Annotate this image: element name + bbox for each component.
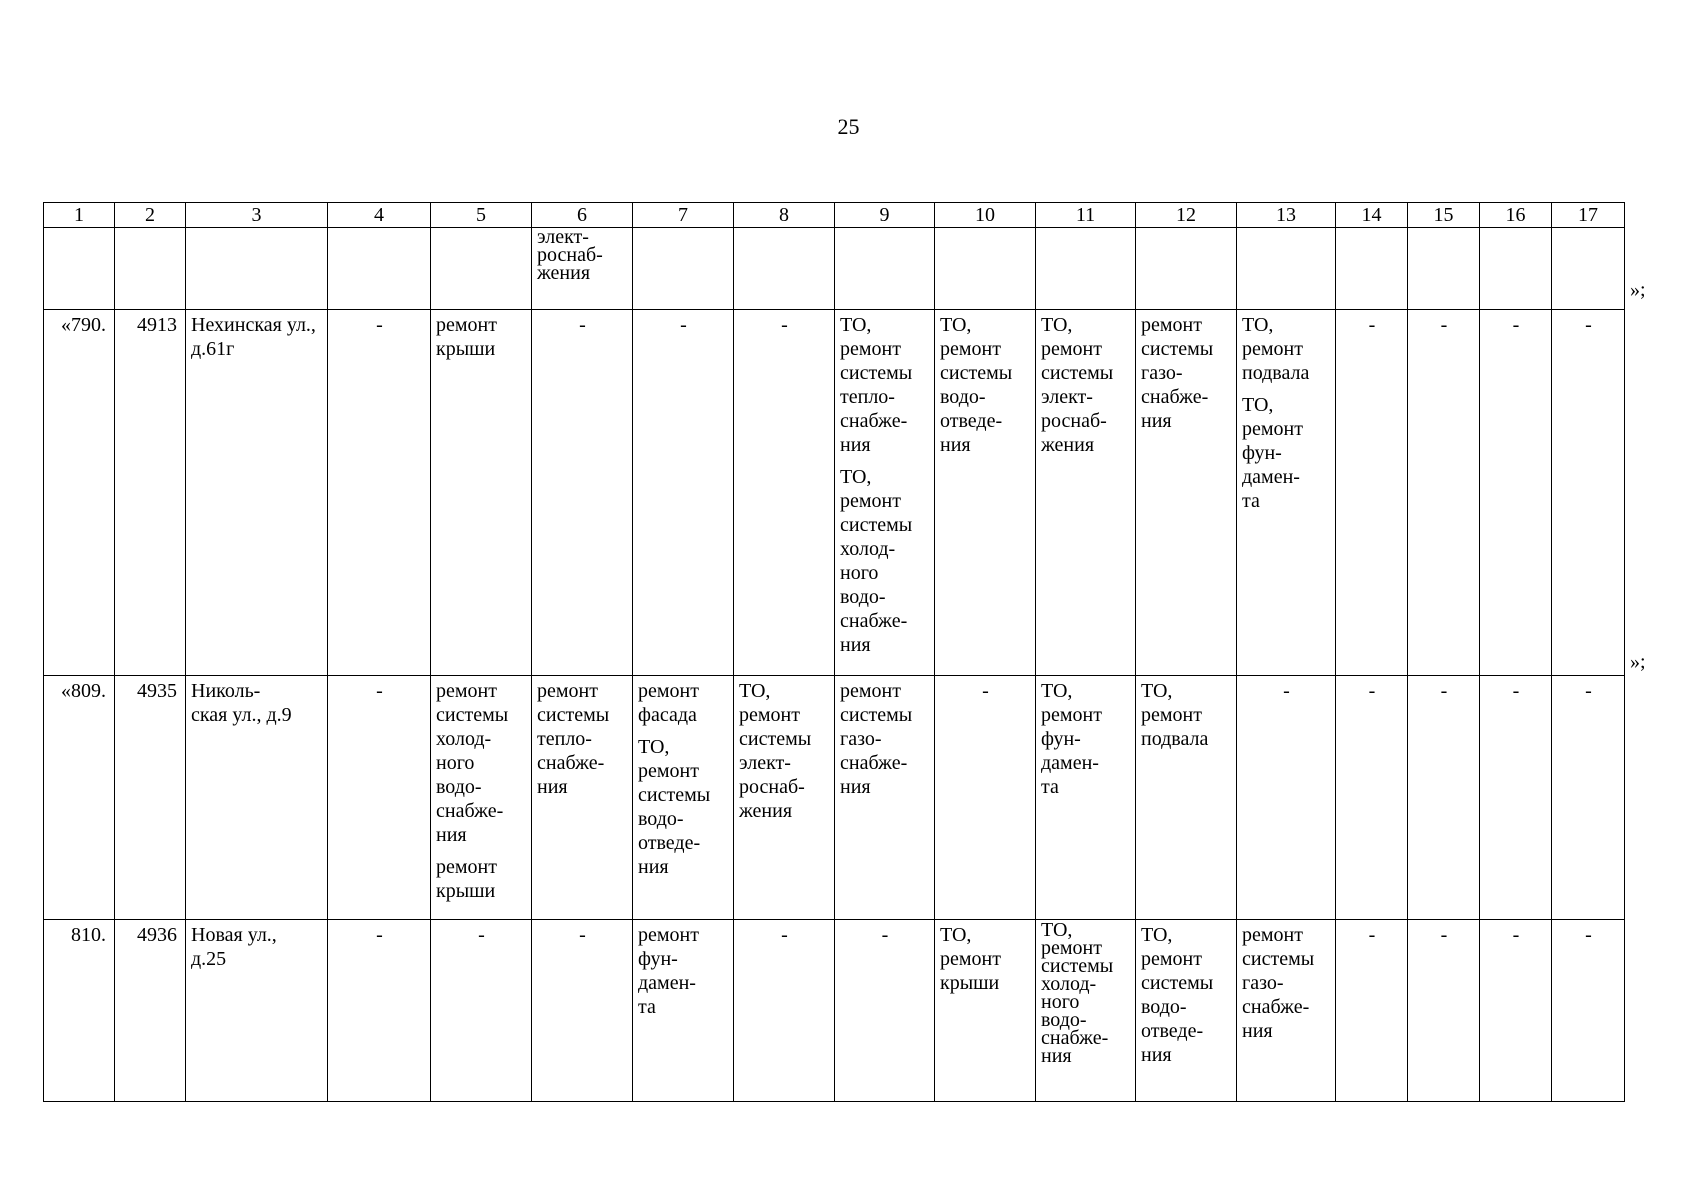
header-cell-16: 16 xyxy=(1480,203,1552,228)
cell-text: ТО, ремонт фун- дамен- та xyxy=(1041,680,1102,798)
table-cell xyxy=(1036,920,1136,1102)
table-cell xyxy=(935,920,1036,1102)
header-cell-1: 1 xyxy=(44,203,115,228)
header-cell-5: 5 xyxy=(431,203,532,228)
header-cell-3: 3 xyxy=(186,203,328,228)
address xyxy=(186,310,328,676)
table-cell: - xyxy=(1408,310,1480,676)
header-cell-13: 13 xyxy=(1237,203,1336,228)
table-cell xyxy=(1552,228,1625,310)
table-cell: - xyxy=(935,676,1036,920)
address-text: Нехинская ул., д.61г xyxy=(191,314,316,360)
cell-text: ТО, ремонт системы тепло- снабже- ния xyxy=(840,314,913,456)
table-cell: - xyxy=(532,310,633,676)
header-cell-2: 2 xyxy=(115,203,186,228)
cell-text: ремонт системы газо- снабже- ния xyxy=(1141,314,1214,432)
table-cell: - xyxy=(1552,920,1625,1102)
building-code: 4936 xyxy=(115,920,186,1102)
table-cell xyxy=(44,228,115,310)
cell-text: ТО, ремонт системы водо- отведе- ния xyxy=(638,736,711,878)
header-row xyxy=(44,203,1625,228)
header-cell-7: 7 xyxy=(633,203,734,228)
row-number: «809. xyxy=(44,676,115,920)
cell-text: ТО, ремонт системы элект- роснаб- жения xyxy=(739,680,812,822)
cell-text: ТО, ремонт подвала xyxy=(1242,314,1310,384)
building-code: 4913 xyxy=(115,310,186,676)
table-cell xyxy=(633,676,734,920)
table-cell xyxy=(1237,920,1336,1102)
row-close-quote: »; xyxy=(1630,651,1646,673)
table-cell xyxy=(1480,228,1552,310)
cell-text: ТО, ремонт системы водо- отведе- ния xyxy=(1141,924,1214,1066)
cell-text: ТО, ремонт системы элект- роснаб- жения xyxy=(1041,314,1114,456)
table-cell xyxy=(1036,310,1136,676)
table-cell: - xyxy=(431,920,532,1102)
table-cell: - xyxy=(532,920,633,1102)
cell-text: ремонт системы холод- ного водо- снабже- ния xyxy=(436,680,509,846)
table-cell: - xyxy=(835,920,935,1102)
table-cell xyxy=(1036,676,1136,920)
table-cell xyxy=(734,228,835,310)
cell-text: ремонт системы тепло- снабже- ния xyxy=(537,680,610,798)
row-close-quote: »; xyxy=(1630,279,1646,301)
table-cell: - xyxy=(1336,676,1408,920)
cell-text: ремонт системы газо- снабже- ния xyxy=(840,680,913,798)
cell-text: ремонт фун- дамен- та xyxy=(638,924,699,1018)
row-number: 810. xyxy=(44,920,115,1102)
cell-text: ТО, ремонт фун- дамен- та xyxy=(1242,394,1303,512)
cell-text: ТО, ремонт подвала xyxy=(1141,680,1209,750)
table-row-continuation xyxy=(44,228,1625,310)
table-cell xyxy=(835,228,935,310)
table-cell: - xyxy=(734,310,835,676)
address xyxy=(186,676,328,920)
table-cell: - xyxy=(1552,676,1625,920)
table-cell xyxy=(1237,310,1336,676)
header-cell-9: 9 xyxy=(835,203,935,228)
header-cell-4: 4 xyxy=(328,203,431,228)
table-cell xyxy=(1136,920,1237,1102)
header-cell-10: 10 xyxy=(935,203,1036,228)
table-cell xyxy=(431,676,532,920)
address-text: Новая ул., д.25 xyxy=(191,924,277,970)
table-cell: - xyxy=(633,310,734,676)
table-cell: - xyxy=(1480,920,1552,1102)
header-cell-17: 17 xyxy=(1552,203,1625,228)
building-code: 4935 xyxy=(115,676,186,920)
table-cell xyxy=(935,228,1036,310)
table-cell: - xyxy=(1480,676,1552,920)
table-cell xyxy=(328,228,431,310)
table-cell: - xyxy=(1237,676,1336,920)
table-cell xyxy=(115,228,186,310)
table-cell: - xyxy=(1336,310,1408,676)
table-cell xyxy=(1408,228,1480,310)
header-cell-15: 15 xyxy=(1408,203,1480,228)
header-cell-8: 8 xyxy=(734,203,835,228)
cell-text: ремонт фасада xyxy=(638,680,699,726)
table-cell xyxy=(532,228,633,310)
cell-text: ТО, ремонт системы холод- ного водо- снабже- ния xyxy=(840,466,913,656)
row-number: «790. xyxy=(44,310,115,676)
table-cell xyxy=(734,676,835,920)
table-cell xyxy=(633,920,734,1102)
cell-text: ТО, ремонт крыши xyxy=(940,924,1001,994)
table-cell: - xyxy=(734,920,835,1102)
table-cell: - xyxy=(1408,920,1480,1102)
table-cell xyxy=(1036,228,1136,310)
table-cell: - xyxy=(1408,676,1480,920)
cell-text: элект- роснаб- жения xyxy=(537,226,603,284)
table-row-809 xyxy=(44,676,1625,920)
header-cell-6: 6 xyxy=(532,203,633,228)
header-cell-12: 12 xyxy=(1136,203,1237,228)
table-cell xyxy=(431,310,532,676)
table-cell xyxy=(1336,228,1408,310)
table-row-810 xyxy=(44,920,1625,1102)
header-cell-11: 11 xyxy=(1036,203,1136,228)
table-cell: - xyxy=(328,920,431,1102)
table-cell xyxy=(431,228,532,310)
table-cell xyxy=(186,228,328,310)
table-cell: - xyxy=(328,676,431,920)
cell-text: ремонт системы газо- снабже- ния xyxy=(1242,924,1315,1042)
table-row-790 xyxy=(44,310,1625,676)
cell-text: ремонт крыши xyxy=(436,314,497,360)
table-cell xyxy=(1136,228,1237,310)
table-cell xyxy=(835,676,935,920)
page-number: 25 xyxy=(837,114,860,139)
table-cell: - xyxy=(1480,310,1552,676)
table-cell xyxy=(1136,310,1237,676)
table-cell: - xyxy=(1336,920,1408,1102)
table-cell xyxy=(532,676,633,920)
schedule-table xyxy=(43,202,1625,1102)
table-cell xyxy=(935,310,1036,676)
address-text: Николь- ская ул., д.9 xyxy=(191,680,292,726)
address xyxy=(186,920,328,1102)
table-cell: - xyxy=(328,310,431,676)
table-cell xyxy=(835,310,935,676)
table-cell xyxy=(1136,676,1237,920)
cell-text: ТО, ремонт системы холод- ного водо- снабже- ния xyxy=(1041,919,1114,1067)
table-cell: - xyxy=(1552,310,1625,676)
table-cell xyxy=(633,228,734,310)
cell-text: ремонт крыши xyxy=(436,856,497,902)
table-cell xyxy=(1237,228,1336,310)
header-cell-14: 14 xyxy=(1336,203,1408,228)
cell-text: ТО, ремонт системы водо- отведе- ния xyxy=(940,314,1013,456)
